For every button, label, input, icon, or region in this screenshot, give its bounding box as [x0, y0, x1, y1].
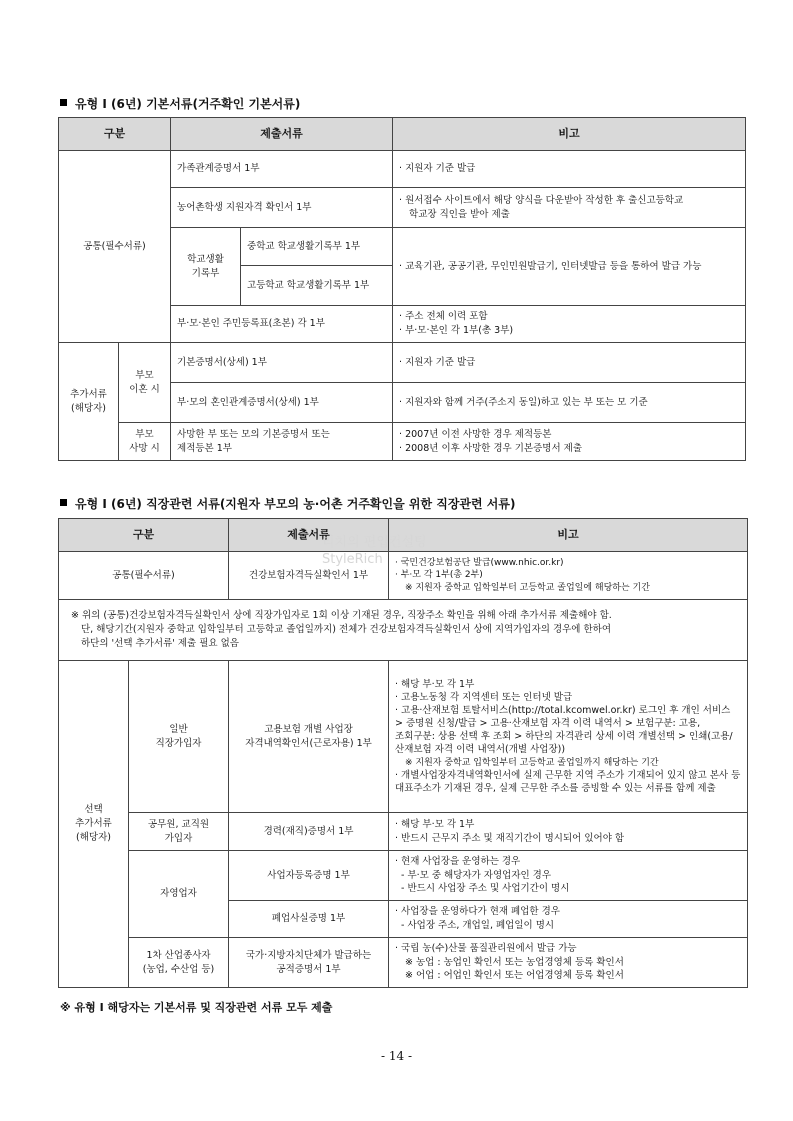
employee-label: 일반 직장가입자 — [129, 661, 229, 813]
note-marriage-cert: · 지원자와 함께 거주(주소지 동일)하고 있는 부 또는 모 기준 — [393, 383, 746, 423]
note-basic-cert: · 지원자 기준 발급 — [393, 343, 746, 383]
doc-resident: 부·모·본인 주민등록표(초본) 각 1부 — [171, 306, 393, 343]
doc-employment-insurance: 고용보험 개별 사업장 자격내역확인서(근로자용) 1부 — [229, 661, 389, 813]
basic-documents-table — [58, 117, 746, 461]
doc-basic-cert: 기본증명서(상세) 1부 — [171, 343, 393, 383]
doc-high-record: 고등학교 학교생활기록부 1부 — [241, 266, 393, 306]
doc-closure-cert: 폐업사실증명 1부 — [229, 901, 389, 938]
note-resident: · 주소 전체 이력 포함 · 부·모·본인 각 1부(총 3부) — [393, 306, 746, 343]
header-documents: 제출서류 — [171, 118, 393, 151]
page-number: - 14 - — [380, 1049, 412, 1063]
note-family: · 지원자 기준 발급 — [393, 151, 746, 188]
doc-qualification: 농어촌학생 지원자격 확인서 1부 — [171, 188, 393, 228]
note-death: · 2007년 이전 사망한 경우 제적등본 · 2008년 이후 사망한 경우 기본증명서 제출 — [393, 423, 746, 461]
square-bullet-icon — [60, 499, 67, 506]
doc-marriage-cert: 부·모의 혼인관계증명서(상세) 1부 — [171, 383, 393, 423]
note-public-cert: · 국립 농(수)산물 품질관리원에서 발급 가능 ※ 농업 : 농업인 확인서 또는 농업경영체 등록 확인서 ※ 어업 : 어업인 확인서 또는 어업경영체 등록 확인서 — [389, 938, 748, 988]
header-category: 구분 — [59, 519, 229, 552]
primary-industry-label: 1차 산업종사자 (농업, 수산업 등) — [129, 938, 229, 988]
doc-health-insurance: 건강보험자격득실확인서 1부 — [229, 552, 389, 600]
doc-death: 사망한 부 또는 모의 기본증명서 또는 제적등본 1부 — [171, 423, 393, 461]
section1-title: 유형 I (6년) 기본서류(거주확인 기본서류) — [60, 95, 300, 112]
watermark: 리치의 편입컨설팅 StyleRich — [322, 535, 427, 567]
doc-business-reg: 사업자등록증명 1부 — [229, 851, 389, 901]
doc-middle-record: 중학교 학교생활기록부 1부 — [241, 228, 393, 266]
common-label: 공통(필수서류) — [59, 552, 229, 600]
footer-note: ※ 유형 I 해당자는 기본서류 및 직장관련 서류 모두 제출 — [60, 1001, 333, 1014]
extra-label: 추가서류 (해당자) — [59, 343, 119, 461]
select-label: 선택 추가서류 (해당자) — [59, 661, 129, 988]
header-remarks: 비고 — [393, 118, 746, 151]
death-label: 부모 사망 시 — [119, 423, 171, 461]
doc-family: 가족관계증명서 1부 — [171, 151, 393, 188]
header-documents: 제출서류 — [229, 519, 389, 552]
section2-title: 유형 I (6년) 직장관련 서류(지원자 부모의 농·어촌 거주확인을 위한 직장관련 서류) — [60, 495, 515, 512]
doc-career-cert: 경력(재직)증명서 1부 — [229, 813, 389, 851]
self-employed-label: 자영업자 — [129, 851, 229, 938]
common-label: 공통(필수서류) — [59, 151, 171, 343]
note-health-insurance: · 국민건강보험공단 발급(www.nhic.or.kr) · 부·모 각 1부(총 2부) ※ 지원자 중학교 입학일부터 고등학교 졸업일에 해당하는 기간 — [389, 552, 748, 600]
public-label: 공무원, 교직원 가입자 — [129, 813, 229, 851]
note-career-cert: · 해당 부·모 각 1부 · 반드시 근무지 주소 및 재직기간이 명시되어 있어야 함 — [389, 813, 748, 851]
note-business-reg: · 현재 사업장을 운영하는 경우 - 부·모 중 해당자가 자영업자인 경우 - 반드시 사업장 주소 및 사업기간이 명시 — [389, 851, 748, 901]
notice-text: ※ 위의 (공통)건강보험자격득실확인서 상에 직장가입자로 1회 이상 기재된 경우, 직장주소 확인을 위해 아래 추가서류 제출해야 함. 단, 해당기간(지원자 중학교 입학일부터 고등학교 졸업일까지) 전체가 건강보험자격득실확인서 상에 지역가입자의 경우에 한하여 하단의 '선택 추가서류' 제출 필요 없음 — [59, 600, 748, 661]
divorce-label: 부모 이혼 시 — [119, 343, 171, 423]
doc-public-cert: 국가·지방자치단체가 발급하는 공적증명서 1부 — [229, 938, 389, 988]
note-employment-insurance: · 해당 부·모 각 1부 · 고용노동청 각 지역센터 또는 인터넷 발급 · 고용·산재보험 토탈서비스(http://total.kcomwel.or.kr) 로그인 후 개인 서비스 > 증명원 신청/발급 > 고용·산재보험 자격 이력 내역서 > 보험구분: 고용, 조회구분: 상용 선택 후 조회 > 하단의 자격관리 상세 이력 개별선택 > 인쇄(고용/산재보험 자격 이력 내역서(개별 사업장)) ※ 지원자 중학교 입학일부터 고등학교 졸업일까지 해당하는 기간 · 개별사업장자격내역확인서에 실제 근무한 지역 주소가 기재되어 있지 않고 본사 등 대표주소가 기재된 경우, 실제 근무한 주소를 증빙할 수 있는 서류를 함께 제출 — [389, 661, 748, 813]
workplace-documents-table — [58, 518, 748, 988]
header-category: 구분 — [59, 118, 171, 151]
note-closure-cert: · 사업장을 운영하다가 현재 폐업한 경우 - 사업장 주소, 개업일, 폐업일이 명시 — [389, 901, 748, 938]
header-remarks: 비고 — [389, 519, 748, 552]
square-bullet-icon — [60, 99, 67, 106]
school-record-label: 학교생활 기록부 — [171, 228, 241, 306]
note-record: · 교육기관, 공공기관, 무인민원발급기, 인터넷발급 등을 통하여 발급 가능 — [393, 228, 746, 306]
note-qualification: · 원서접수 사이트에서 해당 양식을 다운받아 작성한 후 출신고등학교 학교장 직인을 받아 제출 — [393, 188, 746, 228]
